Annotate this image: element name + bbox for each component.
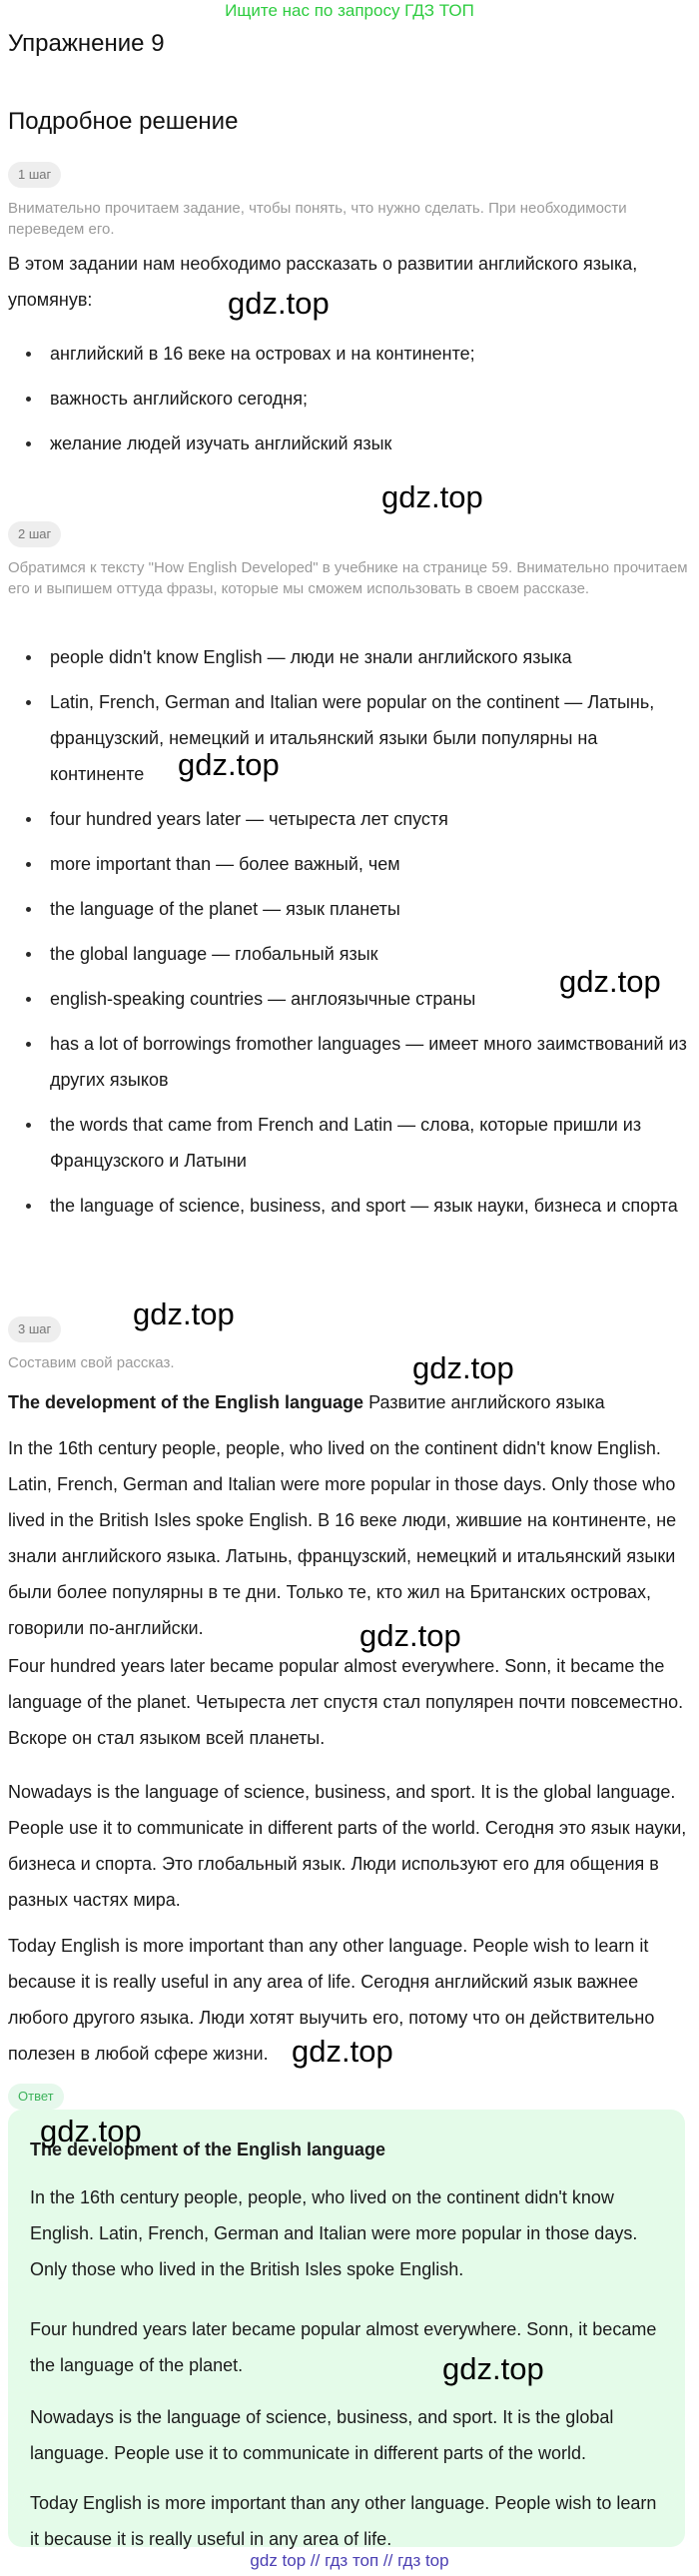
list-item: four hundred years later — четыреста лет спустя xyxy=(8,801,687,837)
watermark: gdz.top xyxy=(178,747,280,782)
answer-paragraph-4: Today English is more important than any other language. People wish to learn it because it is really useful in any area of life. xyxy=(30,2493,657,2549)
story-paragraph-3: Nowadays is the language of science, business, and sport. It is the global language. People use it to communicate in different parts of the world. Сегодня это язык науки, бизнеса и спорта. Это глобальный язык. Люди используют его для общения в разных частях мира. xyxy=(8,1782,687,1910)
story-paragraph-2: Four hundred years later became popular almost everywhere. Sonn, it became the language of the planet. Четыреста лет спустя стал популярен почти повсеместно. Вскоре он стал языком всей планеты. xyxy=(8,1656,684,1748)
watermark: gdz.top xyxy=(133,1296,235,1331)
step-1-intro: В этом задании нам необходимо рассказать о развитии английского языка, упомянув: xyxy=(8,254,638,310)
story-paragraph-4: Today English is more important than any other language. People wish to learn it because it is really useful in any area of life. Сегодня английский язык важнее любого другого языка. Люди хотят выучить его, потому что он действительно полезен в любой сфере жизни. xyxy=(8,1936,655,2064)
watermark: gdz.top xyxy=(412,1350,514,1385)
step-1-list xyxy=(8,336,687,470)
step-3-hint: Составим свой рассказ. xyxy=(8,1354,175,1371)
list-item: желание людей изучать английский язык xyxy=(8,426,687,461)
watermark: gdz.top xyxy=(442,2351,544,2386)
list-item: важность английского сегодня; xyxy=(8,381,687,417)
list-item: the language of the planet — язык планеты xyxy=(8,891,687,927)
footer-links[interactable]: gdz top // гдз топ // гдз top xyxy=(250,2551,449,2570)
page-title: Упражнение 9 xyxy=(8,30,165,57)
list-item: english-speaking countries — англоязычные страны xyxy=(8,981,687,1017)
story-title xyxy=(8,1384,691,1420)
answer-title: The development of the English language xyxy=(30,2140,386,2159)
list-item: people didn't know English — люди не знали английского языка xyxy=(8,639,687,675)
answer-box xyxy=(8,2110,685,2547)
search-banner[interactable]: Ищите нас по запросу ГДЗ ТОП xyxy=(225,1,474,20)
step-1-badge: 1 шаг xyxy=(8,162,61,188)
list-item: the words that came from French and Latin — слова, которые пришли из Французского и Латыни xyxy=(8,1107,687,1179)
watermark: gdz.top xyxy=(559,964,661,999)
answer-paragraph-2: Four hundred years later became popular almost everywhere. Sonn, it became the language of the planet. xyxy=(30,2319,657,2375)
list-item: Latin, French, German and Italian were popular on the continent — Латынь, французский, немецкий и итальянский языки были популярны на континенте xyxy=(8,684,687,792)
story-paragraph-1: In the 16th century people, people, who lived on the continent didn't know English. Latin, French, German and Italian were more popular in those days. Only those who lived in the British Isles spoke English. В 16 веке люди, жившие на континенте, не знали английского языка. Латынь, французский, немецкий и итальянский языки были более популярны в те дни. Только те, кто жил на Британских островах, говорили по-английски. xyxy=(8,1438,677,1638)
list-item: the language of science, business, and sport — язык науки, бизнеса и спорта xyxy=(8,1188,687,1224)
step-2-list xyxy=(8,639,687,1233)
step-1-hint: Внимательно прочитаем задание, чтобы понять, что нужно сделать. При необходимости переведем его. xyxy=(8,200,627,238)
step-2-badge: 2 шаг xyxy=(8,521,61,547)
watermark: gdz.top xyxy=(292,2034,393,2069)
list-item: more important than — более важный, чем xyxy=(8,846,687,882)
story-title-en: The development of the English language xyxy=(8,1392,364,1412)
list-item: the global language — глобальный язык xyxy=(8,936,687,972)
list-item: has a lot of borrowings fromother languages — имеет много заимствований из других языков xyxy=(8,1026,687,1098)
step-3-badge: 3 шаг xyxy=(8,1316,61,1342)
answer-paragraph-3: Nowadays is the language of science, business, and sport. It is the global language. People use it to communicate in different parts of the world. xyxy=(30,2407,614,2463)
watermark: gdz.top xyxy=(40,2114,142,2148)
watermark: gdz.top xyxy=(359,1618,461,1653)
answer-paragraph-1: In the 16th century people, people, who lived on the continent didn't know English. Latin, French, German and Italian were more popular in those days. Only those who lived in the British Isles spoke English. xyxy=(30,2187,638,2279)
story-title-ru: Развитие английского языка xyxy=(368,1392,605,1412)
watermark: gdz.top xyxy=(228,286,330,321)
list-item: английский в 16 веке на островах и на континенте; xyxy=(8,336,687,372)
watermark: gdz.top xyxy=(381,479,483,514)
answer-label: Ответ xyxy=(8,2084,64,2110)
step-2-hint: Обратимся к тексту "How English Developed" в учебнике на странице 59. Внимательно прочитаем его и выпишем оттуда фразы, которые мы сможем использовать в своем рассказе. xyxy=(8,559,688,597)
section-title: Подробное решение xyxy=(8,108,239,135)
